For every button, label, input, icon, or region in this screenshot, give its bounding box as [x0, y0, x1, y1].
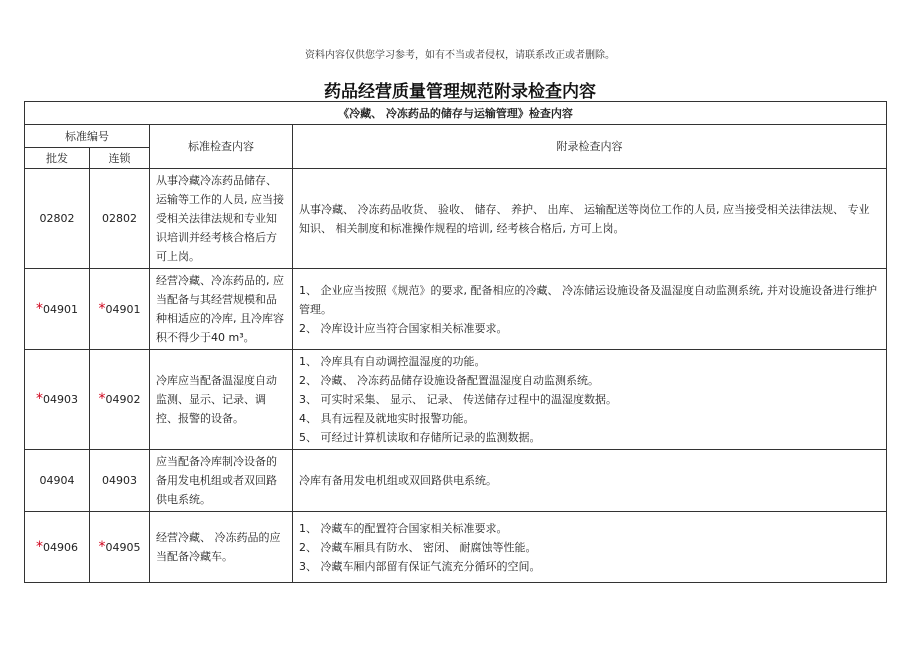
chain-code-value: 04903 [102, 474, 137, 487]
appendix-item: 3、 冷藏车厢内部留有保证气流充分循环的空间。 [299, 559, 541, 573]
chain-code-value: 04905 [105, 540, 141, 554]
appendix-content-cell [293, 350, 887, 450]
wholesale-code [25, 512, 90, 583]
wholesale-code-value: 04903 [43, 393, 78, 406]
key-item-star: * [98, 300, 106, 317]
chain-code [90, 269, 150, 350]
std-content-cell: 从事冷藏冷冻药品储存、运输等工作的人员, 应当接受相关法律法规和专业知识培训并经考核合格后方可上岗。 [150, 169, 293, 269]
key-item-star: * [98, 538, 106, 555]
appendix-item: 从事冷藏、 冷冻药品收货、 验收、 储存、 养护、 出库、 运输配送等岗位工作的人员, 应当接受相关法律法规、 专业知识、 相关制度和标准操作规程的培训, 经考核合格后, 方可上岗。 [299, 202, 870, 235]
table-row [25, 269, 887, 350]
disclaimer-note: 资料内容仅供您学习参考，如有不当或者侵权，请联系改正或者删除。 [305, 50, 615, 61]
appendix-content-cell [293, 512, 887, 583]
wholesale-code [25, 450, 90, 512]
std-content-cell: 经营冷藏、 冷冻药品的应当配备冷藏车。 [150, 512, 293, 583]
table-row [25, 512, 887, 583]
table-row [25, 169, 887, 269]
appendix-item: 2、 冷库设计应当符合国家相关标准要求。 [299, 321, 508, 335]
appendix-item: 5、 可经过计算机读取和存储所记录的监测数据。 [299, 431, 541, 444]
appendix-content-cell [293, 169, 887, 269]
chain-code-value: 04902 [105, 393, 141, 406]
table-row [25, 450, 887, 512]
chain-code-value: 04901 [105, 302, 141, 316]
header-std-no: 标准编号 [25, 125, 150, 148]
header-chain: 连锁 [90, 148, 150, 169]
wholesale-code [25, 269, 90, 350]
key-item-star: * [36, 300, 43, 317]
chain-code [90, 512, 150, 583]
table-subtitle: 《冷藏、 冷冻药品的储存与运输管理》检查内容 [25, 102, 887, 125]
wholesale-code-value: 04904 [39, 474, 75, 487]
appendix-content-cell [293, 269, 887, 350]
appendix-item: 2、 冷藏、 冷冻药品储存设施设备配置温湿度自动监测系统。 [299, 374, 599, 387]
appendix-item: 1、 企业应当按照《规范》的要求, 配备相应的冷藏、 冷冻储运设施设备及温湿度自动监测系统, 并对设施设备进行维护管理。 [299, 283, 877, 316]
chain-code [90, 169, 150, 269]
std-content-cell: 应当配备冷库制冷设备的备用发电机组或者双回路供电系统。 [150, 450, 293, 512]
header-appendix-content: 附录检查内容 [293, 125, 887, 169]
wholesale-code [25, 169, 90, 269]
chain-code [90, 450, 150, 512]
std-content-cell: 冷库应当配备温湿度自动监测、显示、记录、调控、报警的设备。 [150, 350, 293, 450]
wholesale-code-value: 04906 [43, 540, 78, 554]
key-item-star: * [36, 391, 43, 407]
page-title: 药品经营质量管理规范附录检查内容 [324, 82, 596, 102]
appendix-item: 2、 冷藏车厢具有防水、 密闭、 耐腐蚀等性能。 [299, 540, 537, 554]
inspection-table [24, 101, 887, 583]
header-std-content: 标准检查内容 [150, 125, 293, 169]
std-content-cell: 经营冷藏、冷冻药品的, 应当配备与其经营规模和品种相适应的冷库, 且冷库容积不得少于40 m³。 [150, 269, 293, 350]
appendix-item: 冷库有备用发电机组或双回路供电系统。 [299, 474, 497, 487]
wholesale-code-value: 04901 [43, 302, 78, 316]
wholesale-code-value: 02802 [39, 212, 75, 225]
table-row [25, 350, 887, 450]
chain-code [90, 350, 150, 450]
key-item-star: * [36, 538, 43, 555]
wholesale-code [25, 350, 90, 450]
appendix-item: 1、 冷库具有自动调控温湿度的功能。 [299, 355, 486, 368]
appendix-content-cell [293, 450, 887, 512]
appendix-item: 3、 可实时采集、 显示、 记录、 传送储存过程中的温湿度数据。 [299, 393, 617, 406]
header-wholesale: 批发 [25, 148, 90, 169]
appendix-item: 4、 具有远程及就地实时报警功能。 [299, 412, 475, 425]
key-item-star: * [98, 391, 106, 407]
chain-code-value: 02802 [102, 212, 137, 225]
appendix-item: 1、 冷藏车的配置符合国家相关标准要求。 [299, 521, 508, 535]
